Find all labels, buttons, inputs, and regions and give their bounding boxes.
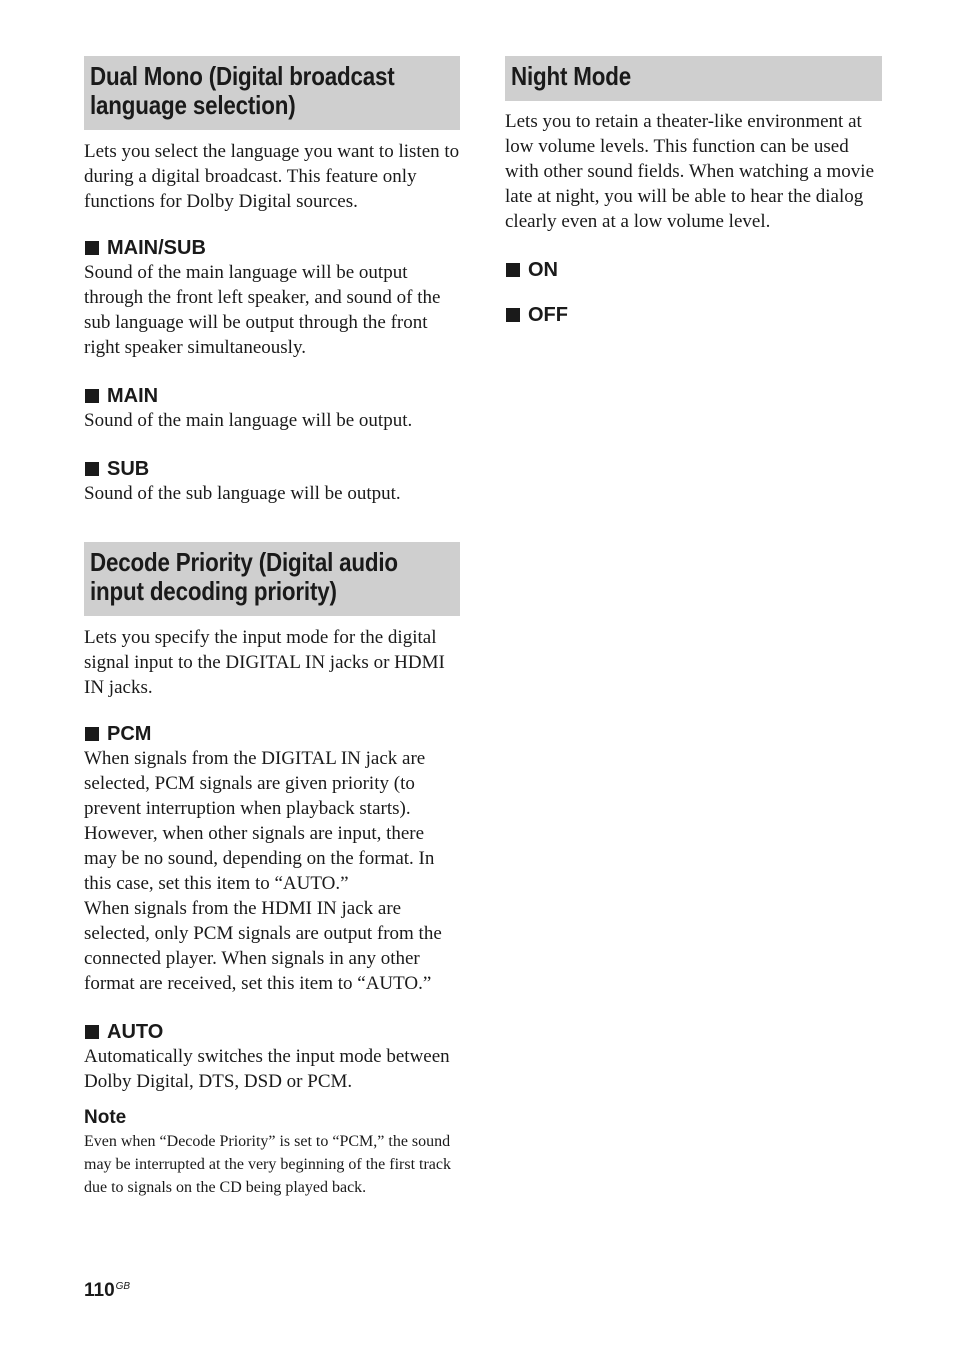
square-bullet-icon — [85, 727, 99, 741]
square-bullet-icon — [85, 241, 99, 255]
option-text: Automatically switches the input mode between Dolby Digital, DTS, DSD or PCM. — [84, 1046, 450, 1092]
square-bullet-icon — [85, 462, 99, 476]
night-mode-intro: Lets you to retain a theater-like environment at low volume levels. This function can be used with other sound fields. When watching a movie late at night, you will be able to hear the dialog clearly even at a low volume level. — [505, 111, 875, 232]
option-heading — [84, 1020, 460, 1044]
dual-mono-heading — [84, 56, 460, 130]
option-heading — [84, 457, 460, 481]
square-bullet-icon — [506, 308, 520, 322]
note-text: Even when “Decode Priority” is set to “PCM,” the sound may be interrupted at the very beginning of the first track due to signals on the CD being played back. — [84, 1133, 451, 1196]
option-label: MAIN/SUB — [107, 237, 206, 259]
option-off — [505, 303, 882, 327]
option-label: SUB — [107, 458, 150, 480]
option-label: PCM — [107, 723, 152, 745]
page-number — [84, 1280, 130, 1302]
option-main-sub — [84, 236, 460, 360]
option-text: Sound of the main language will be output. — [84, 410, 413, 431]
right-column — [505, 56, 882, 327]
decode-priority-heading — [84, 542, 460, 616]
option-label: MAIN — [107, 385, 159, 407]
page-number-suffix: GB — [115, 1281, 131, 1292]
option-text: Sound of the main language will be output through the front left speaker, and sound of the sub language will be output through the front right speaker simultaneously. — [84, 262, 441, 358]
option-label: ON — [528, 259, 558, 281]
note-block — [84, 1106, 460, 1199]
option-auto — [84, 1020, 460, 1094]
dual-mono-title-line2: language selection) — [90, 90, 296, 120]
option-heading — [84, 236, 460, 260]
option-heading — [84, 722, 460, 746]
option-on — [505, 258, 882, 282]
dual-mono-intro: Lets you select the language you want to listen to during a digital broadcast. This feature only functions for Dolby Digital sources. — [84, 141, 460, 212]
square-bullet-icon — [506, 263, 520, 277]
option-label: OFF — [528, 304, 568, 326]
option-sub — [84, 457, 460, 506]
option-heading — [84, 384, 460, 408]
dual-mono-title-line1: Dual Mono (Digital broadcast — [90, 61, 395, 91]
page-number-value: 110 — [84, 1280, 115, 1301]
option-text: Sound of the sub language will be output. — [84, 483, 401, 504]
decode-priority-title-line1: Decode Priority (Digital audio — [90, 547, 398, 577]
option-pcm — [84, 722, 460, 996]
left-column — [84, 56, 460, 1199]
note-title: Note — [84, 1107, 127, 1128]
night-mode-heading — [505, 56, 882, 101]
option-label: AUTO — [107, 1021, 164, 1043]
square-bullet-icon — [85, 1025, 99, 1039]
option-text-continued: When signals from the HDMI IN jack are selected, only PCM signals are output from the connected player. When signals in any other format are received, set this item to “AUTO.” — [84, 898, 442, 994]
night-mode-title: Night Mode — [511, 61, 631, 91]
decode-priority-intro: Lets you specify the input mode for the digital signal input to the DIGITAL IN jacks or HDMI IN jacks. — [84, 627, 445, 698]
square-bullet-icon — [85, 389, 99, 403]
option-text: When signals from the DIGITAL IN jack are selected, PCM signals are given priority (to prevent interruption when playback starts). However, when other signals are input, there may be no sound, depending on the format. In this case, set this item to “AUTO.” — [84, 748, 435, 894]
decode-priority-title-line2: input decoding priority) — [90, 576, 337, 606]
option-main — [84, 384, 460, 433]
